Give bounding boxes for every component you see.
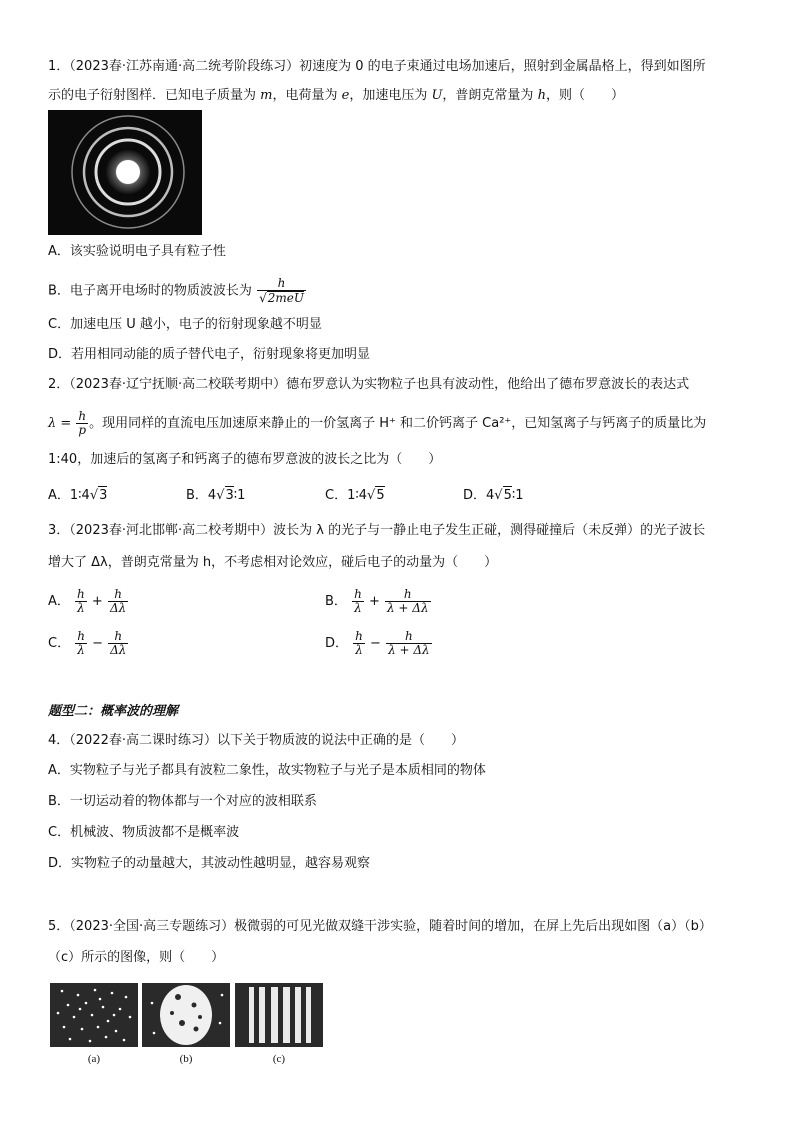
q4-option-b[interactable]: B．一切运动着的物体都与一个对应的波相联系 — [48, 794, 317, 809]
q2-option-d[interactable]: D．4√5∶1 — [463, 488, 524, 503]
interference-image-b — [142, 983, 230, 1047]
q1-option-b-fraction: $\frac{h}{\text{√2meU}}$ — [259, 276, 304, 305]
interference-image-c — [235, 983, 323, 1047]
q3-option-a[interactable]: A． $\frac{h}{\lambda}$ + $\frac{h}{\Delta\lambda}$ — [48, 587, 127, 615]
q1-option-a[interactable]: A．该实验说明电子具有粒子性 — [48, 244, 226, 259]
q2-stem-line1: 2．（2023春·辽宁抚顺·高二校联考期中）德布罗意认为实物粒子也具有波动性，他给出了德布罗意波长的表达式 — [48, 377, 690, 392]
q3-option-c[interactable]: C． $\frac{h}{\lambda}$ − $\frac{h}{\Delta\lambda}$ — [48, 629, 127, 657]
q3-stem-line1: 3．（2023春·河北邯郸·高二校考期中）波长为 λ 的光子与一静止电子发生正碰，测得碰撞后（未反弹）的光子波长 — [48, 523, 706, 538]
q2-stem-line2: λ = $\frac{h}{p}$ 。现用同样的直流电压加速原来静止的一价氢离子 H⁺ 和二价钙离子 Ca²⁺，已知氢离子与钙离子的质量比为 — [48, 409, 707, 437]
interference-image-a — [50, 983, 138, 1047]
q2-option-b[interactable]: B．4√3∶1 — [186, 488, 246, 503]
q5-stem-line1: 5．（2023·全国·高三专题练习）极微弱的可见光做双缝干涉实验，随着时间的增加，在屏上先后出现如图（a）（b） — [48, 919, 712, 934]
caption-a: (a) — [87, 1053, 101, 1065]
q1-option-c[interactable]: C．加速电压 U 越小，电子的衍射现象越不明显 — [48, 317, 322, 332]
q4-option-d[interactable]: D．实物粒子的动量越大，其波动性越明显，越容易观察 — [48, 856, 371, 871]
q4-option-a[interactable]: A．实物粒子与光子都具有波粒二象性，故实物粒子与光子是本质相同的物体 — [48, 763, 486, 778]
q4-stem: 4．（2022春·高二课时练习）以下关于物质波的说法中正确的是（ ） — [48, 733, 464, 748]
caption-c: (c) — [272, 1053, 286, 1065]
q4-option-c[interactable]: C．机械波、物质波都不是概率波 — [48, 825, 240, 840]
q2-option-a[interactable]: A．1∶4√3 — [48, 488, 108, 503]
q3-option-b[interactable]: B． $\frac{h}{\lambda}$ + $\frac{h}{\lambda + \Delta\lambda}$ — [325, 587, 429, 615]
caption-b: (b) — [179, 1053, 193, 1065]
q1-stem-line1: 1．（2023春·江苏南通·高二统考阶段练习）初速度为 0 的电子束通过电场加速后，照射到金属晶格上，得到如图所 — [48, 59, 706, 74]
q2-stem-line3: 1:40，加速后的氢离子和钙离子的德布罗意波的波长之比为（ ） — [48, 452, 442, 467]
q5-stem-line2: （c）所示的图像，则（ ） — [48, 950, 225, 965]
q3-stem-line2: 增大了 Δλ，普朗克常量为 h，不考虑相对论效应，碰后电子的动量为（ ） — [48, 555, 498, 570]
electron-diffraction-image — [48, 110, 202, 235]
q2-option-c[interactable]: C．1∶4√5 — [325, 488, 385, 503]
q1-option-b[interactable]: B．电子离开电场时的物质波波长为 $\frac{h}{\text{√2meU}}$ — [48, 276, 304, 305]
q1-option-d[interactable]: D．若用相同动能的质子替代电子，衍射现象将更加明显 — [48, 347, 371, 362]
q1-stem-line2: 示的电子衍射图样．已知电子质量为 m，电荷量为 e，加速电压为 U，普朗克常量为 h，则（ ） — [48, 88, 624, 103]
section-heading: 题型二：概率波的理解 — [48, 704, 179, 719]
q3-option-d[interactable]: D． $\frac{h}{\lambda}$ − $\frac{h}{\lambda + \Delta\lambda}$ — [325, 629, 430, 657]
